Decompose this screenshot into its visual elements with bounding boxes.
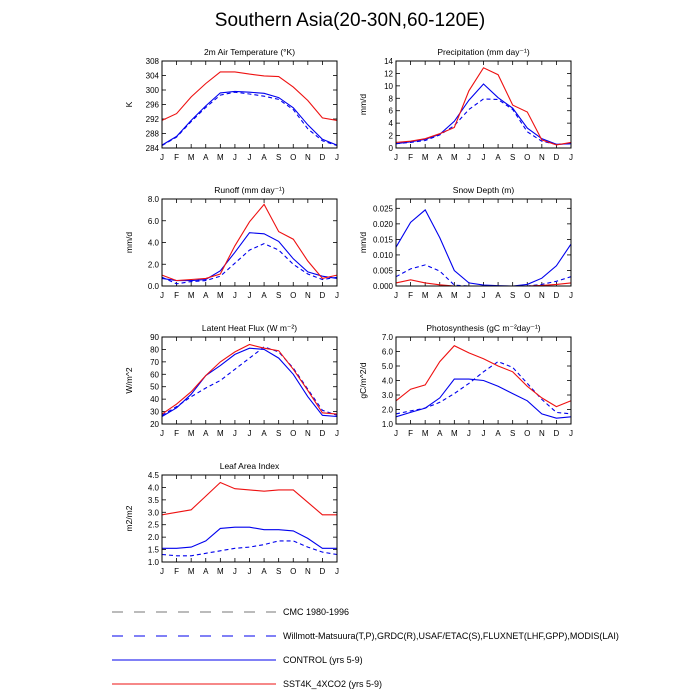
y-tick-label: 1.0	[381, 420, 393, 429]
y-tick-label: 0.005	[372, 266, 393, 276]
series-line-warm	[162, 483, 337, 515]
x-tick-label: D	[319, 153, 326, 162]
x-tick-label: J	[160, 567, 164, 576]
chart-panel	[124, 185, 339, 300]
series-line-warm	[162, 204, 337, 280]
chart-panel	[358, 323, 573, 438]
y-axis-label: mm/d	[124, 231, 134, 254]
x-tick-label: D	[553, 153, 560, 162]
series-line-control	[162, 233, 337, 281]
legend	[0, 600, 700, 700]
series-line-obs	[162, 347, 337, 415]
x-tick-label: M	[216, 429, 224, 438]
y-tick-label: 292	[145, 115, 159, 124]
y-axis-label: m2/m2	[124, 505, 134, 532]
x-tick-label: J	[481, 153, 486, 162]
x-tick-label: F	[174, 429, 180, 438]
x-tick-label: J	[481, 291, 486, 300]
y-tick-label: 0.015	[372, 235, 393, 245]
y-tick-label: 5.0	[381, 362, 393, 371]
y-tick-label: 0.000	[372, 282, 393, 291]
series-line-warm	[396, 68, 571, 145]
x-tick-label: S	[509, 429, 516, 438]
y-tick-label: 2	[388, 131, 393, 141]
y-tick-label: 0.0	[147, 282, 159, 291]
y-tick-label: 4	[388, 119, 393, 129]
x-tick-label: A	[495, 153, 501, 162]
x-tick-label: J	[466, 429, 471, 438]
x-tick-label: D	[319, 429, 326, 438]
x-tick-label: M	[450, 429, 458, 438]
legend-label: Willmott-Matsuura(T,P),GRDC(R),USAF/ETAC(S),FLUXNET(LHF,GPP),MODIS(LAI)	[283, 631, 619, 641]
x-tick-label: O	[524, 153, 531, 162]
x-tick-label: M	[187, 567, 195, 576]
x-tick-label: F	[174, 153, 180, 162]
x-tick-label: M	[187, 429, 195, 438]
series-line-obs	[396, 362, 571, 414]
x-tick-label: A	[437, 291, 443, 300]
series-line-warm	[396, 346, 571, 407]
x-tick-label: J	[232, 567, 237, 576]
y-tick-label: 288	[145, 129, 159, 139]
figure-title: Southern Asia(20-30N,60-120E)	[214, 10, 486, 31]
y-tick-label: 14	[384, 57, 393, 66]
x-tick-label: S	[275, 429, 282, 438]
x-tick-label: N	[304, 153, 311, 162]
plot-frame	[162, 475, 337, 562]
y-tick-label: 6.0	[147, 216, 159, 226]
y-tick-label: 40	[150, 395, 159, 405]
x-tick-label: J	[569, 153, 573, 162]
y-tick-label: 70	[150, 357, 159, 367]
x-tick-label: M	[450, 291, 458, 300]
x-tick-label: J	[160, 291, 164, 300]
series-line-warm	[162, 345, 337, 415]
x-tick-label: N	[304, 567, 311, 576]
x-tick-label: M	[450, 153, 458, 162]
x-tick-label: D	[319, 567, 326, 576]
x-tick-label: A	[261, 429, 267, 438]
y-tick-label: 3.0	[381, 391, 393, 400]
x-tick-label: A	[203, 153, 209, 162]
x-tick-label: A	[437, 153, 443, 162]
chart-panel	[358, 47, 573, 162]
legend-label: CONTROL (yrs 5-9)	[283, 655, 363, 665]
y-tick-label: 90	[150, 333, 159, 342]
series-line-control	[396, 84, 571, 144]
x-tick-label: J	[481, 429, 486, 438]
x-tick-label: M	[187, 153, 195, 162]
y-axis-label: W/m^2	[124, 367, 134, 394]
x-tick-label: J	[335, 291, 339, 300]
series-line-control	[162, 527, 337, 548]
x-tick-label: J	[232, 429, 237, 438]
x-tick-label: J	[569, 291, 573, 300]
y-tick-label: 60	[150, 370, 159, 380]
x-tick-label: J	[160, 153, 164, 162]
x-tick-label: F	[408, 291, 414, 300]
y-tick-label: 2.0	[147, 260, 159, 270]
panel-title: Latent Heat Flux (W m⁻²)	[201, 323, 298, 333]
x-tick-label: N	[538, 291, 545, 300]
y-tick-label: 80	[150, 345, 159, 355]
y-tick-label: 1.5	[147, 545, 159, 555]
y-tick-label: 4.5	[147, 471, 159, 480]
panel-title: Leaf Area Index	[219, 461, 280, 471]
x-tick-label: A	[495, 291, 501, 300]
y-tick-label: 1.0	[147, 558, 159, 567]
y-tick-label: 8	[388, 94, 393, 104]
x-tick-label: M	[187, 291, 195, 300]
y-tick-label: 20	[150, 420, 159, 429]
y-tick-label: 4.0	[381, 376, 393, 386]
y-tick-label: 300	[145, 86, 159, 95]
x-tick-label: A	[261, 153, 267, 162]
x-tick-label: A	[203, 291, 209, 300]
x-tick-label: N	[538, 429, 545, 438]
x-tick-label: J	[569, 429, 573, 438]
x-tick-label: J	[335, 429, 339, 438]
y-tick-label: 3.5	[147, 495, 159, 505]
x-tick-label: O	[290, 291, 297, 300]
legend-label: CMC 1980-1996	[283, 607, 350, 617]
x-tick-label: M	[421, 291, 429, 300]
y-tick-label: 30	[150, 407, 159, 417]
x-tick-label: N	[304, 429, 311, 438]
x-tick-label: J	[247, 429, 252, 438]
y-tick-label: 6	[388, 106, 393, 116]
y-axis-label: mm/d	[358, 231, 368, 254]
x-tick-label: F	[408, 153, 414, 162]
x-tick-label: A	[203, 429, 209, 438]
x-tick-label: J	[466, 153, 471, 162]
x-tick-label: S	[509, 153, 516, 162]
x-tick-label: M	[421, 153, 429, 162]
x-tick-label: O	[290, 567, 297, 576]
plot-frame	[162, 337, 337, 424]
y-tick-label: 2.0	[381, 405, 393, 415]
x-tick-label: J	[247, 291, 252, 300]
series-line-control	[396, 210, 571, 286]
panel-title: 2m Air Temperature (°K)	[203, 47, 296, 57]
y-tick-label: 3.0	[147, 508, 159, 518]
x-tick-label: F	[174, 291, 180, 300]
series-line-obs	[162, 541, 337, 556]
x-tick-label: A	[261, 567, 267, 576]
x-tick-label: D	[553, 291, 560, 300]
x-tick-label: M	[216, 153, 224, 162]
y-axis-label: mm/d	[358, 93, 368, 116]
x-tick-label: O	[290, 153, 297, 162]
chart-panel	[124, 323, 339, 438]
x-tick-label: N	[304, 291, 311, 300]
x-tick-label: S	[275, 153, 282, 162]
x-tick-label: J	[232, 291, 237, 300]
x-tick-label: S	[275, 567, 282, 576]
y-tick-label: 2.0	[147, 533, 159, 543]
y-tick-label: 0.010	[372, 250, 393, 260]
x-tick-label: J	[335, 153, 339, 162]
y-tick-label: 284	[145, 144, 159, 153]
x-tick-label: J	[232, 153, 237, 162]
chart-panel	[124, 47, 339, 162]
x-tick-label: F	[408, 429, 414, 438]
x-tick-label: J	[335, 567, 339, 576]
x-tick-label: D	[553, 429, 560, 438]
x-tick-label: J	[394, 429, 398, 438]
y-tick-label: 0.025	[372, 204, 393, 214]
x-tick-label: J	[247, 567, 252, 576]
series-line-control	[396, 379, 571, 418]
x-tick-label: A	[261, 291, 267, 300]
y-tick-label: 50	[150, 382, 159, 392]
y-tick-label: 10	[384, 81, 393, 91]
y-tick-label: 7.0	[381, 333, 393, 342]
x-tick-label: J	[466, 291, 471, 300]
x-tick-label: M	[421, 429, 429, 438]
x-tick-label: F	[174, 567, 180, 576]
chart-panel	[124, 461, 339, 576]
x-tick-label: J	[394, 153, 398, 162]
panel-title: Photosynthesis (gC m⁻²day⁻¹)	[426, 323, 541, 333]
x-tick-label: A	[495, 429, 501, 438]
x-tick-label: M	[216, 567, 224, 576]
x-tick-label: O	[524, 429, 531, 438]
panel-title: Precipitation (mm day⁻¹)	[437, 47, 530, 57]
panel-title: Runoff (mm day⁻¹)	[214, 185, 285, 195]
y-axis-label: gC/m^2/d	[358, 362, 368, 399]
x-tick-label: O	[524, 291, 531, 300]
x-tick-label: A	[203, 567, 209, 576]
y-tick-label: 4.0	[147, 238, 159, 248]
y-tick-label: 12	[384, 69, 393, 79]
series-line-control	[162, 348, 337, 416]
y-tick-label: 8.0	[147, 195, 159, 204]
y-tick-label: 304	[145, 71, 159, 81]
y-tick-label: 0.020	[372, 219, 393, 229]
x-tick-label: J	[247, 153, 252, 162]
y-axis-label: K	[124, 101, 134, 108]
y-tick-label: 2.5	[147, 520, 159, 530]
x-tick-label: J	[394, 291, 398, 300]
x-tick-label: N	[538, 153, 545, 162]
panel-title: Snow Depth (m)	[452, 185, 515, 195]
x-tick-label: S	[509, 291, 516, 300]
x-tick-label: M	[216, 291, 224, 300]
legend-label: SST4K_4XCO2 (yrs 5-9)	[283, 679, 383, 689]
x-tick-label: J	[160, 429, 164, 438]
series-line-warm	[162, 72, 337, 121]
y-tick-label: 4.0	[147, 483, 159, 493]
x-tick-label: D	[319, 291, 326, 300]
x-tick-label: S	[275, 291, 282, 300]
y-tick-label: 296	[145, 100, 159, 110]
series-line-obs	[396, 99, 571, 144]
y-tick-label: 6.0	[381, 347, 393, 357]
y-tick-label: 308	[145, 57, 159, 66]
plot-frame	[396, 61, 571, 148]
y-tick-label: 0	[388, 144, 393, 153]
x-tick-label: O	[290, 429, 297, 438]
chart-panel	[358, 185, 573, 300]
x-tick-label: A	[437, 429, 443, 438]
